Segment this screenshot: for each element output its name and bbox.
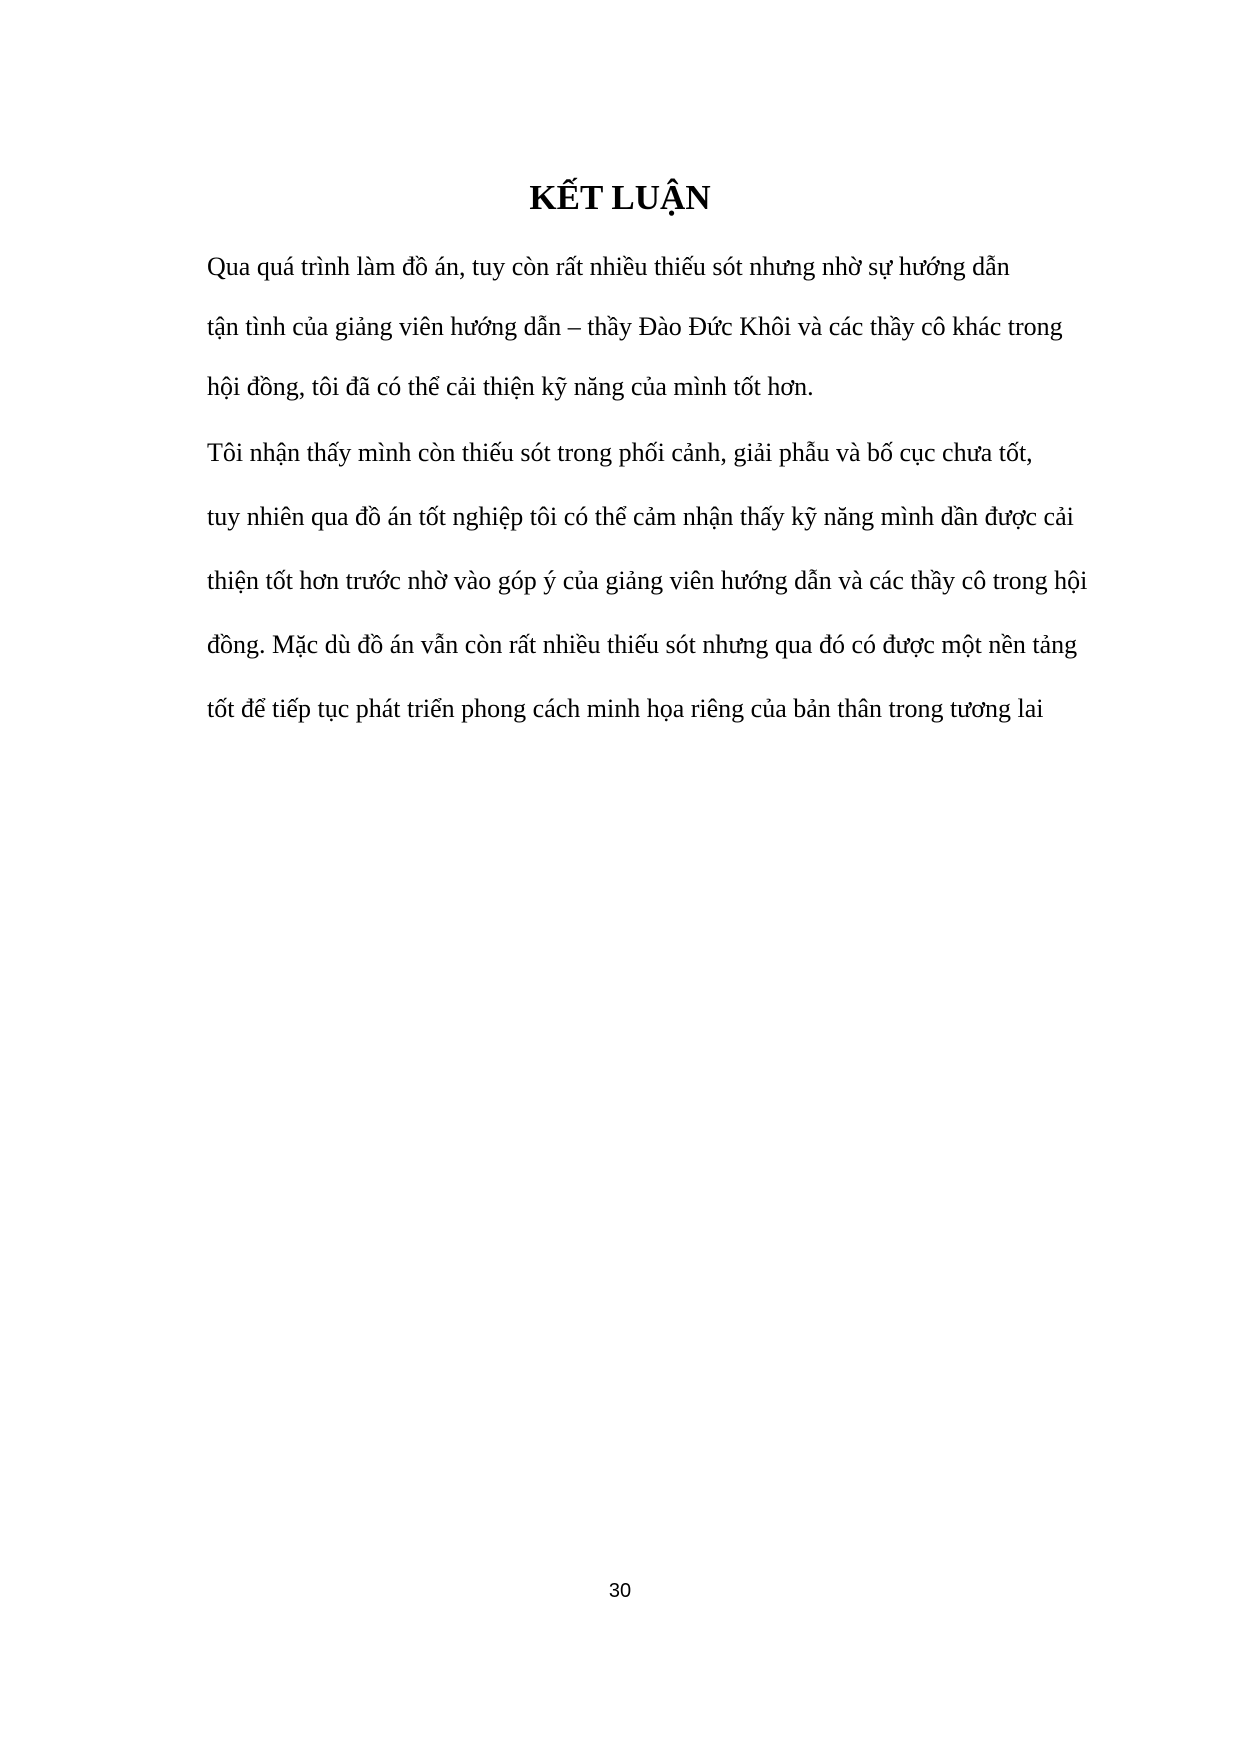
paragraph-2-line-1: Tôi nhận thấy mình còn thiếu sót trong phối cảnh, giải phẫu và bố cục chưa tốt, bbox=[207, 438, 1033, 467]
paragraph-2-line-5: tốt để tiếp tục phát triển phong cách minh họa riêng của bản thân trong tương lai bbox=[207, 694, 1044, 723]
page-title: KẾT LUẬN bbox=[529, 178, 711, 217]
paragraph-1-line-1: Qua quá trình làm đồ án, tuy còn rất nhiều thiếu sót nhưng nhờ sự hướng dẫn bbox=[207, 252, 1010, 281]
paragraph-1-line-2: tận tình của giảng viên hướng dẫn – thầy Đào Đức Khôi và các thầy cô khác trong bbox=[207, 312, 1063, 341]
paragraph-1-line-3: hội đồng, tôi đã có thể cải thiện kỹ năng của mình tốt hơn. bbox=[207, 372, 814, 401]
paragraph-2-line-4: đồng. Mặc dù đồ án vẫn còn rất nhiều thiếu sót nhưng qua đó có được một nền tảng bbox=[207, 630, 1078, 659]
page-number: 30 bbox=[608, 1580, 632, 1602]
paragraph-2-line-3: thiện tốt hơn trước nhờ vào góp ý của giảng viên hướng dẫn và các thầy cô trong hội bbox=[207, 566, 1088, 595]
paragraph-2-line-2: tuy nhiên qua đồ án tốt nghiệp tôi có thể cảm nhận thấy kỹ năng mình dần được cải bbox=[207, 502, 1074, 531]
